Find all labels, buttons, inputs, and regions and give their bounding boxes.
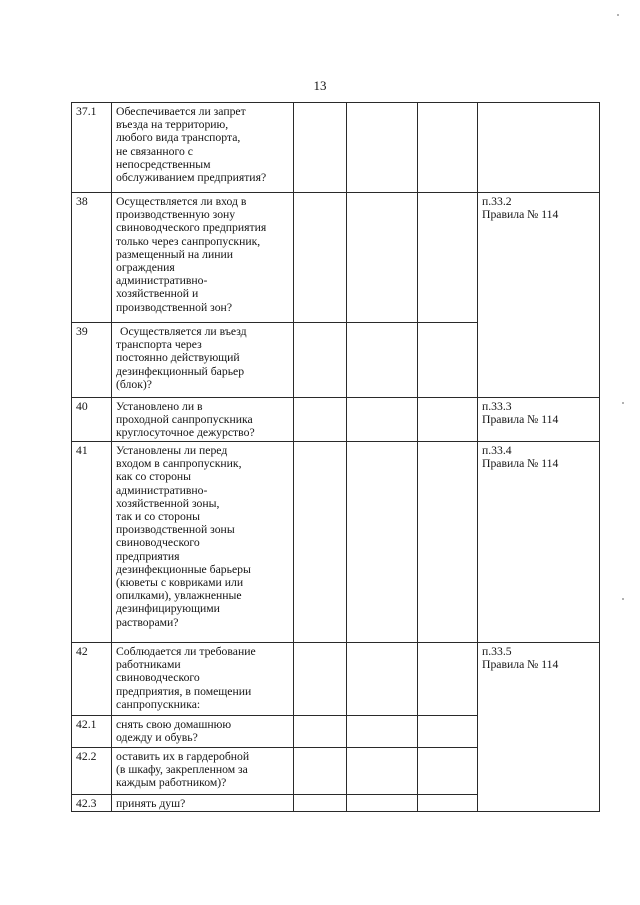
- scan-speck: [622, 598, 624, 600]
- question-text: Соблюдается ли требование работниками свиноводческого предприятия, в помещении санпропускника:: [112, 643, 294, 716]
- checklist-table: [71, 102, 600, 812]
- answer-cell: [294, 323, 347, 398]
- item-number: 42: [72, 643, 112, 716]
- question-text: Установлено ли в проходной санпропускника круглосуточное дежурство?: [112, 398, 294, 442]
- scan-speck: [617, 14, 619, 16]
- answer-cell: [294, 748, 347, 795]
- answer-cell: [294, 643, 347, 716]
- table-row: [72, 103, 600, 193]
- answer-cell: [347, 716, 418, 748]
- answer-cell: [294, 103, 347, 193]
- page-number: 13: [313, 78, 327, 93]
- answer-cell: [294, 795, 347, 812]
- item-number: 37.1: [72, 103, 112, 193]
- question-text: принять душ?: [112, 795, 294, 812]
- answer-cell: [418, 398, 478, 442]
- answer-cell: [347, 398, 418, 442]
- table-row: [72, 442, 600, 643]
- table-row: [72, 193, 600, 323]
- item-number: 41: [72, 442, 112, 643]
- answer-cell: [347, 442, 418, 643]
- answer-cell: [418, 795, 478, 812]
- answer-cell: [294, 442, 347, 643]
- item-number: 39: [72, 323, 112, 398]
- answer-cell: [347, 193, 418, 323]
- item-number: 42.2: [72, 748, 112, 795]
- reference-cell: п.33.4 Правила № 114: [478, 442, 600, 643]
- answer-cell: [347, 795, 418, 812]
- answer-cell: [418, 103, 478, 193]
- reference-cell: п.33.2 Правила № 114: [478, 193, 600, 398]
- answer-cell: [347, 323, 418, 398]
- answer-cell: [418, 193, 478, 323]
- answer-cell: [418, 323, 478, 398]
- answer-cell: [418, 716, 478, 748]
- reference-cell: п.33.3 Правила № 114: [478, 398, 600, 442]
- answer-cell: [418, 643, 478, 716]
- answer-cell: [418, 748, 478, 795]
- reference-cell: п.33.5 Правила № 114: [478, 643, 600, 812]
- scan-speck: [622, 402, 624, 404]
- answer-cell: [418, 442, 478, 643]
- question-text: снять свою домашнюю одежду и обувь?: [112, 716, 294, 748]
- answer-cell: [347, 103, 418, 193]
- item-number: 42.3: [72, 795, 112, 812]
- reference-cell: [478, 103, 600, 193]
- question-text: Обеспечивается ли запрет въезда на территорию, любого вида транспорта, не связанного с непосредственным обслуживанием предприятия?: [112, 103, 294, 193]
- answer-cell: [294, 193, 347, 323]
- answer-cell: [294, 716, 347, 748]
- table-row: [72, 398, 600, 442]
- item-number: 42.1: [72, 716, 112, 748]
- answer-cell: [347, 643, 418, 716]
- item-number: 38: [72, 193, 112, 323]
- answer-cell: [294, 398, 347, 442]
- question-text: Установлены ли перед входом в санпропускник, как со стороны административно- хозяйственной зоны, так и со стороны производственной зоны свиноводческого предприятия дезинфекционные барьеры (кюветы с ковриками или опилками), увлажненные дезинфицирующими растворами?: [112, 442, 294, 643]
- table-row: [72, 643, 600, 716]
- question-text: Осуществляется ли вход в производственную зону свиноводческого предприятия только через санпропускник, размещенный на линии ограждения административно- хозяйственной и производственной зон?: [112, 193, 294, 323]
- item-number: 40: [72, 398, 112, 442]
- answer-cell: [347, 748, 418, 795]
- question-text: оставить их в гардеробной (в шкафу, закрепленном за каждым работником)?: [112, 748, 294, 795]
- question-text: Осуществляется ли въезд транспорта через постоянно действующий дезинфекционный барьер (блок)?: [112, 323, 294, 398]
